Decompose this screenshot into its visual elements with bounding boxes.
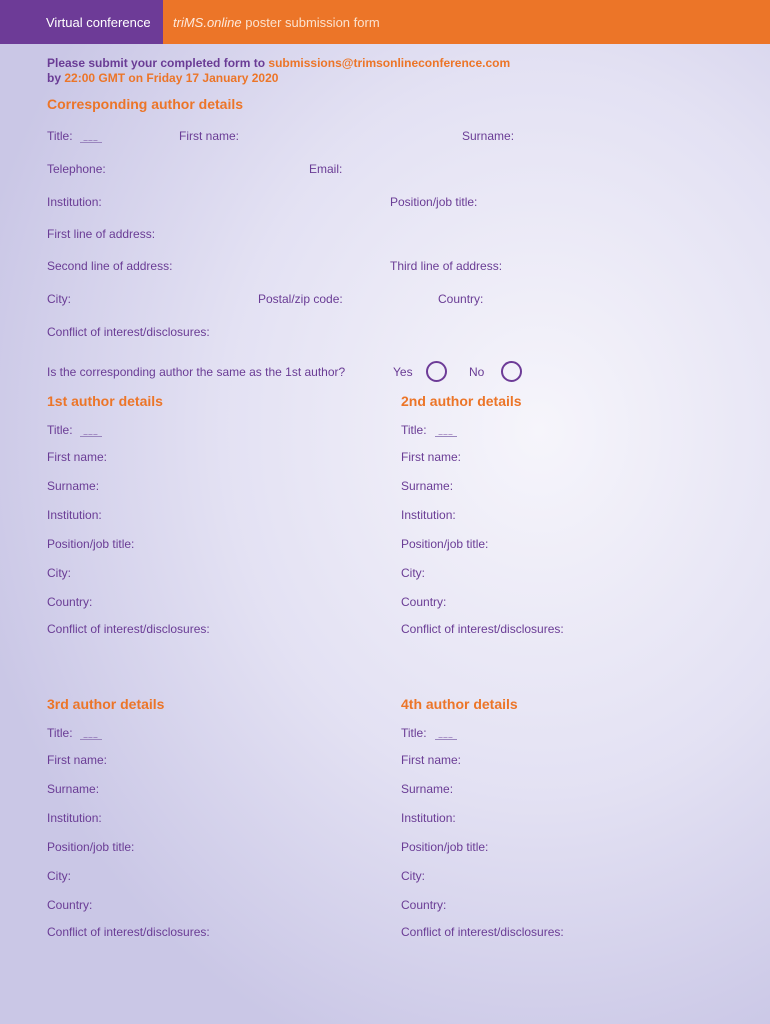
corresponding-institution-field[interactable]	[110, 194, 380, 208]
corresponding-address1-label: First line of address:	[47, 227, 156, 241]
same-author-question: Is the corresponding author the same as the 1st author?	[47, 365, 346, 379]
no-radio[interactable]	[501, 361, 522, 382]
author1-surname-label: Surname:	[47, 479, 100, 493]
author3-country-field[interactable]	[98, 897, 382, 911]
author4-country-label: Country:	[401, 898, 447, 912]
author4-conflict-label: Conflict of interest/disclosures:	[401, 925, 564, 939]
author2-country-field[interactable]	[452, 594, 746, 608]
author3-surname-field[interactable]	[104, 781, 382, 795]
intro-by: by	[47, 71, 62, 85]
corresponding-heading: Corresponding author details	[47, 96, 244, 112]
author2-institution-field[interactable]	[464, 507, 746, 521]
author4-position-field[interactable]	[500, 839, 746, 853]
brand-name: triMS.online	[173, 15, 242, 30]
author1-first-name-field[interactable]	[112, 449, 382, 463]
corresponding-address1-field[interactable]	[165, 226, 745, 240]
corresponding-email-label: Email:	[309, 162, 343, 176]
author2-first-name-label: First name:	[401, 450, 462, 464]
author3-position-field[interactable]	[146, 839, 382, 853]
author1-country-field[interactable]	[98, 594, 382, 608]
intro-line-1	[47, 56, 510, 70]
author1-conflict-field[interactable]	[47, 640, 382, 676]
header-form-title	[163, 0, 770, 44]
author4-institution-field[interactable]	[464, 810, 746, 824]
corresponding-institution-label: Institution:	[47, 195, 102, 209]
corresponding-title-label: Title:	[47, 129, 73, 143]
corresponding-city-field[interactable]	[78, 291, 248, 305]
author2-title-dropdown[interactable]: ___	[435, 428, 457, 437]
header-bar	[0, 0, 770, 44]
corresponding-address3-field[interactable]	[510, 258, 750, 272]
author3-first-name-field[interactable]	[112, 752, 382, 766]
author1-first-name-label: First name:	[47, 450, 108, 464]
form-title: poster submission form	[245, 15, 380, 30]
author2-first-name-field[interactable]	[466, 449, 746, 463]
author4-title-label: Title:	[401, 726, 427, 740]
corresponding-conflict-label: Conflict of interest/disclosures:	[47, 325, 210, 339]
corresponding-first-name-field[interactable]	[244, 128, 444, 142]
author4-country-field[interactable]	[452, 897, 746, 911]
intro-prefix: Please submit your completed form to	[47, 56, 266, 70]
corresponding-country-field[interactable]	[492, 291, 747, 305]
corresponding-surname-label: Surname:	[462, 129, 515, 143]
corresponding-position-field[interactable]	[490, 194, 750, 208]
author4-first-name-label: First name:	[401, 753, 462, 767]
author2-conflict-field[interactable]	[401, 640, 746, 676]
author3-position-label: Position/job title:	[47, 840, 135, 854]
author1-country-label: Country:	[47, 595, 93, 609]
author3-first-name-label: First name:	[47, 753, 108, 767]
corresponding-telephone-label: Telephone:	[47, 162, 106, 176]
author2-conflict-label: Conflict of interest/disclosures:	[401, 622, 564, 636]
author2-institution-label: Institution:	[401, 508, 456, 522]
author4-first-name-field[interactable]	[466, 752, 746, 766]
author1-institution-label: Institution:	[47, 508, 102, 522]
author3-city-field[interactable]	[78, 868, 382, 882]
author2-city-field[interactable]	[432, 565, 746, 579]
author3-conflict-label: Conflict of interest/disclosures:	[47, 925, 210, 939]
author2-title-label: Title:	[401, 423, 427, 437]
author1-surname-field[interactable]	[104, 478, 382, 492]
author2-surname-field[interactable]	[458, 478, 746, 492]
corresponding-country-label: Country:	[438, 292, 484, 306]
author2-country-label: Country:	[401, 595, 447, 609]
yes-label: Yes	[393, 365, 413, 379]
intro-line-2	[47, 71, 278, 85]
corresponding-conflict-field[interactable]	[222, 324, 747, 338]
author4-position-label: Position/job title:	[401, 840, 489, 854]
author2-surname-label: Surname:	[401, 479, 454, 493]
corresponding-position-label: Position/job title:	[390, 195, 478, 209]
author3-heading: 3rd author details	[47, 696, 165, 712]
corresponding-surname-field[interactable]	[520, 128, 750, 142]
author1-title-label: Title:	[47, 423, 73, 437]
author2-heading: 2nd author details	[401, 393, 522, 409]
author4-city-field[interactable]	[432, 868, 746, 882]
author3-title-label: Title:	[47, 726, 73, 740]
corresponding-address2-label: Second line of address:	[47, 259, 173, 273]
corresponding-email-field[interactable]	[348, 161, 748, 175]
corresponding-title-dropdown[interactable]: ___	[80, 134, 102, 143]
corresponding-postal-label: Postal/zip code:	[258, 292, 343, 306]
author4-title-dropdown[interactable]: ___	[435, 731, 457, 740]
corresponding-address2-field[interactable]	[182, 258, 382, 272]
author4-surname-label: Surname:	[401, 782, 454, 796]
author3-surname-label: Surname:	[47, 782, 100, 796]
author2-city-label: City:	[401, 566, 425, 580]
deadline-text: 22:00 GMT on Friday 17 January 2020	[64, 71, 279, 85]
author4-surname-field[interactable]	[458, 781, 746, 795]
author4-conflict-field[interactable]	[401, 943, 746, 979]
header-conference-label: Virtual conference	[0, 0, 163, 44]
corresponding-first-name-label: First name:	[179, 129, 240, 143]
author4-city-label: City:	[401, 869, 425, 883]
submission-email-link[interactable]: submissions@trimsonlineconference.com	[268, 56, 511, 70]
author3-institution-field[interactable]	[110, 810, 382, 824]
corresponding-postal-field[interactable]	[352, 291, 432, 305]
author2-position-field[interactable]	[500, 536, 746, 550]
author3-city-label: City:	[47, 869, 71, 883]
author1-institution-field[interactable]	[110, 507, 382, 521]
corresponding-telephone-field[interactable]	[112, 161, 292, 175]
author3-institution-label: Institution:	[47, 811, 102, 825]
author4-heading: 4th author details	[401, 696, 518, 712]
author1-city-label: City:	[47, 566, 71, 580]
author1-heading: 1st author details	[47, 393, 163, 409]
author3-conflict-field[interactable]	[47, 943, 382, 979]
corresponding-city-label: City:	[47, 292, 71, 306]
author2-position-label: Position/job title:	[401, 537, 489, 551]
corresponding-address3-label: Third line of address:	[390, 259, 503, 273]
no-label: No	[469, 365, 485, 379]
author1-city-field[interactable]	[78, 565, 382, 579]
author1-conflict-label: Conflict of interest/disclosures:	[47, 622, 210, 636]
author3-country-label: Country:	[47, 898, 93, 912]
author1-position-field[interactable]	[146, 536, 382, 550]
author4-institution-label: Institution:	[401, 811, 456, 825]
author1-title-dropdown[interactable]: ___	[80, 428, 102, 437]
author3-title-dropdown[interactable]: ___	[80, 731, 102, 740]
yes-radio[interactable]	[426, 361, 447, 382]
author1-position-label: Position/job title:	[47, 537, 135, 551]
